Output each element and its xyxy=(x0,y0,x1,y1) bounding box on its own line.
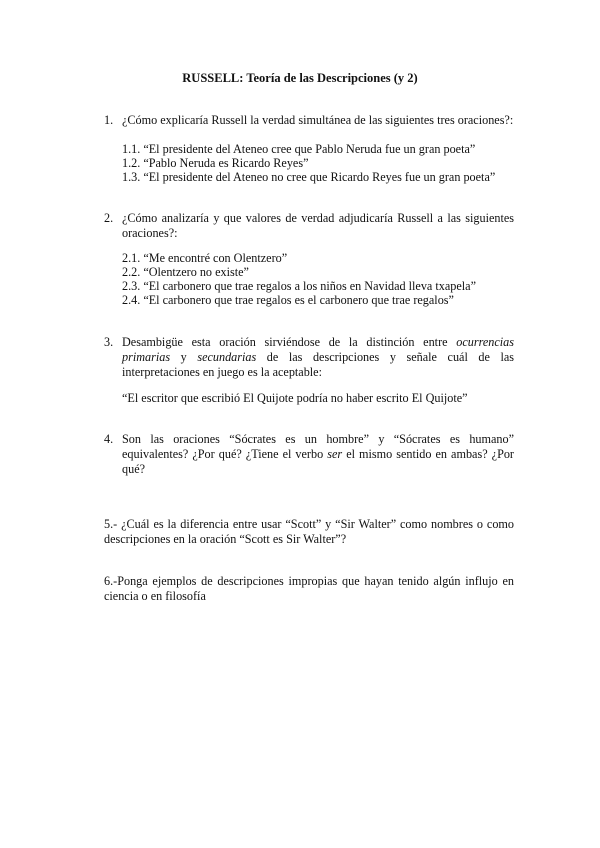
example-sentence: “El escritor que escribió El Quijote podría no haber escrito El Quijote” xyxy=(122,391,468,405)
sub-item: 1.2. “Pablo Neruda es Ricardo Reyes” xyxy=(122,156,309,170)
sub-item: 2.2. “Olentzero no existe” xyxy=(122,265,249,279)
question-text-part: de las descripciones y señale cuál de las interpretaciones en juego es la aceptable: xyxy=(122,349,515,379)
question-number: 2. xyxy=(104,211,114,225)
emphasis-term: secundarias xyxy=(197,349,257,364)
question-text-part: y xyxy=(170,349,198,364)
question-number: 4. xyxy=(104,432,114,446)
sub-item: 2.1. “Me encontré con Olentzero” xyxy=(122,251,288,265)
sub-item: 1.3. “El presidente del Ateneo no cree que Ricardo Reyes fue un gran poeta” xyxy=(122,170,496,184)
question-2 xyxy=(104,211,514,241)
question-text: ¿Cómo explicaría Russell la verdad simultánea de las siguientes tres oraciones?: xyxy=(122,113,514,127)
question-text-part: el mismo sentido en ambas? ¿Por qué? xyxy=(122,446,514,476)
emphasis-term: ocurrencias primarias xyxy=(122,335,514,364)
sub-item: 2.4. “El carbonero que trae regalos es el carbonero que trae regalos” xyxy=(122,293,454,307)
question-6: 6.-Ponga ejemplos de descripciones impropias que hayan tenido algún influjo en ciencia o en filosofía xyxy=(104,574,514,603)
question-number: 1. xyxy=(104,113,114,127)
sub-item: 2.3. “El carbonero que trae regalos a los niños en Navidad lleva txapela” xyxy=(122,279,476,293)
sub-item: 1.1. “El presidente del Ateneo cree que Pablo Neruda fue un gran poeta” xyxy=(122,142,476,156)
question-text: ¿Cómo analizaría y que valores de verdad adjudicaría Russell a las siguientes oraciones?: xyxy=(122,211,514,240)
question-text xyxy=(122,432,514,476)
question-4 xyxy=(104,432,514,476)
question-text-part: Son las oraciones “Sócrates es un hombre” y “Sócrates es humano” equivalentes? ¿Por qué? ¿Tiene el verbo xyxy=(122,432,514,461)
question-number: 3. xyxy=(104,335,114,349)
question-text xyxy=(122,335,514,379)
question-text-part: Desambigüe esta oración sirviéndose de la distinción entre xyxy=(122,335,457,349)
question-3 xyxy=(104,335,514,379)
page-title: RUSSELL: Teoría de las Descripciones (y 2) xyxy=(182,71,418,85)
emphasis-term: ser xyxy=(327,446,343,461)
question-1 xyxy=(104,113,514,128)
question-5: 5.- ¿Cuál es la diferencia entre usar “Scott” y “Sir Walter” como nombres o como descripciones en la oración “Scott es Sir Walter”? xyxy=(104,517,514,546)
